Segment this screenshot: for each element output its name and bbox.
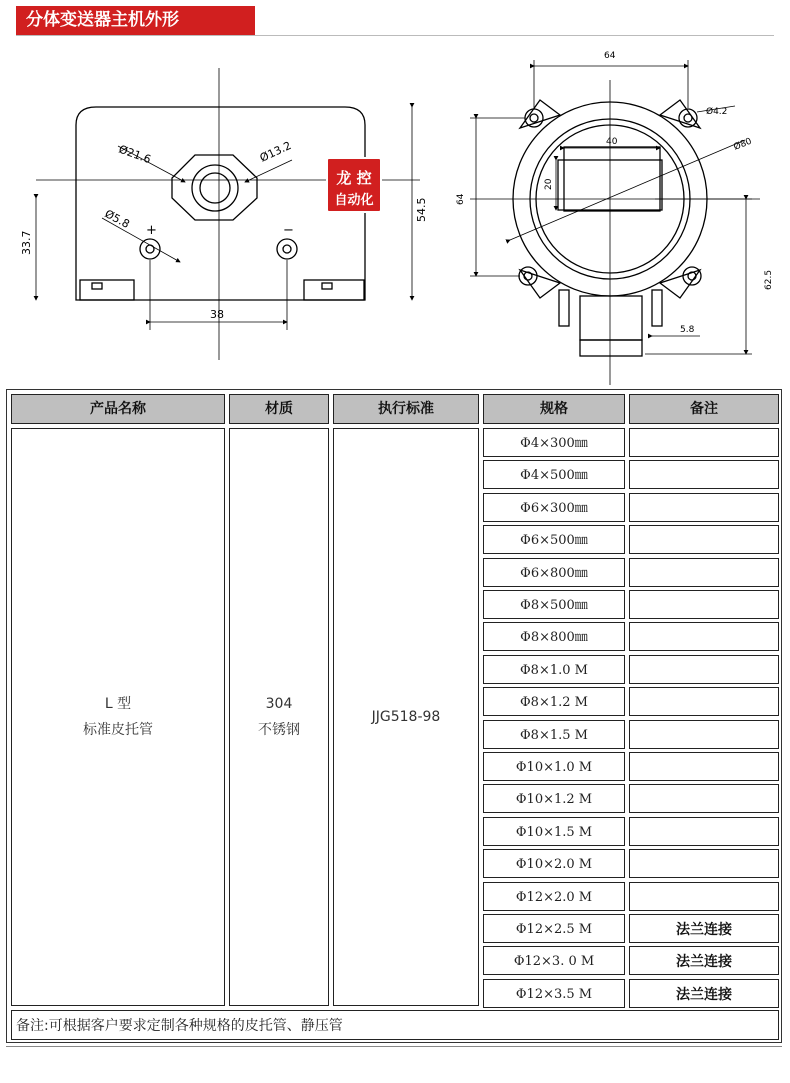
label-width-64: 64 bbox=[604, 51, 616, 61]
spec-cell: Φ12×3. 0 M bbox=[483, 946, 625, 975]
label-plus: + bbox=[146, 223, 157, 238]
spec-cell: Φ12×2.5 M bbox=[483, 914, 625, 943]
label-height-33-7: 33.7 bbox=[20, 230, 33, 255]
header-spec: 规格 bbox=[483, 394, 625, 424]
header-material: 材质 bbox=[229, 394, 329, 424]
spec-cell: Φ8×1.0 M bbox=[483, 655, 625, 684]
note-cell bbox=[629, 817, 779, 846]
label-dia-4-2: Ø4.2 bbox=[706, 107, 728, 117]
note-cell bbox=[629, 493, 779, 522]
spec-cell: Φ10×1.0 M bbox=[483, 752, 625, 781]
spec-cell: Φ6×300㎜ bbox=[483, 493, 625, 522]
note-cell bbox=[629, 558, 779, 587]
header-note: 备注 bbox=[629, 394, 779, 424]
spec-cell: Φ6×500㎜ bbox=[483, 525, 625, 554]
spec-cell: Φ10×1.2 M bbox=[483, 784, 625, 813]
note-cell bbox=[629, 525, 779, 554]
product-name-cell bbox=[11, 428, 225, 1006]
note-cell bbox=[629, 882, 779, 911]
header-standard: 执行标准 bbox=[333, 394, 479, 424]
front-view bbox=[76, 107, 365, 300]
label-dia-21-6: Ø21.6 bbox=[116, 142, 153, 167]
label-dia-13-2: Ø13.2 bbox=[257, 138, 294, 165]
label-height-62-5: 62.5 bbox=[764, 269, 774, 290]
dimension-drawing bbox=[0, 40, 790, 385]
label-minus: − bbox=[283, 223, 294, 238]
spec-cell: Φ8×500㎜ bbox=[483, 590, 625, 619]
note-cell bbox=[629, 590, 779, 619]
note-cell bbox=[629, 687, 779, 716]
note-cell bbox=[629, 622, 779, 651]
spec-cell: Φ8×1.5 M bbox=[483, 720, 625, 749]
note-cell bbox=[629, 655, 779, 684]
note-cell bbox=[629, 720, 779, 749]
label-height-54-5: 54.5 bbox=[415, 197, 428, 222]
remark-cell: 备注:可根据客户要求定制各种规格的皮托管、静压管 bbox=[11, 1010, 779, 1040]
section-title: 分体变送器主机外形 bbox=[16, 6, 255, 35]
front-view-dimensions bbox=[36, 68, 420, 360]
material-line-1: 304 bbox=[265, 696, 293, 712]
product-name-line-2: 标准皮托管 bbox=[83, 722, 153, 738]
label-dia-80: Ø80 bbox=[732, 136, 754, 153]
spec-cell: Φ10×2.0 M bbox=[483, 849, 625, 878]
label-width-38: 38 bbox=[210, 308, 224, 321]
material-line-2: 不锈钢 bbox=[258, 722, 300, 738]
header-product-name: 产品名称 bbox=[11, 394, 225, 424]
spec-cell: Φ10×1.5 M bbox=[483, 817, 625, 846]
material-cell bbox=[229, 428, 329, 1006]
spec-cell: Φ8×1.2 M bbox=[483, 687, 625, 716]
seal-line-1: 龙 控 bbox=[336, 169, 372, 187]
note-cell bbox=[629, 752, 779, 781]
note-cell: 法兰连接 bbox=[629, 914, 779, 943]
label-width-40: 40 bbox=[606, 137, 618, 147]
note-cell: 法兰连接 bbox=[629, 946, 779, 975]
standard-value: JJG518-98 bbox=[371, 709, 441, 725]
note-cell bbox=[629, 428, 779, 457]
label-width-5-8: 5.8 bbox=[680, 325, 695, 335]
spec-cell: Φ4×500㎜ bbox=[483, 460, 625, 489]
spec-cell: Φ4×300㎜ bbox=[483, 428, 625, 457]
bottom-divider bbox=[6, 1046, 782, 1047]
note-cell: 法兰连接 bbox=[629, 979, 779, 1008]
note-cell bbox=[629, 784, 779, 813]
seal-line-2: 自动化 bbox=[334, 193, 374, 208]
label-dia-5-8: Ø5.8 bbox=[102, 207, 132, 231]
brand-seal bbox=[327, 158, 381, 212]
standard-cell bbox=[333, 428, 479, 1006]
spec-cell: Φ8×800㎜ bbox=[483, 622, 625, 651]
note-cell bbox=[629, 460, 779, 489]
note-cell bbox=[629, 849, 779, 878]
spec-cell: Φ12×2.0 M bbox=[483, 882, 625, 911]
label-height-20: 20 bbox=[544, 178, 554, 190]
product-name-line-1: L 型 bbox=[104, 696, 132, 712]
spec-cell: Φ12×3.5 M bbox=[483, 979, 625, 1008]
spec-cell: Φ6×800㎜ bbox=[483, 558, 625, 587]
spec-table bbox=[6, 389, 782, 1043]
title-divider bbox=[16, 35, 774, 36]
label-height-64: 64 bbox=[456, 193, 466, 205]
